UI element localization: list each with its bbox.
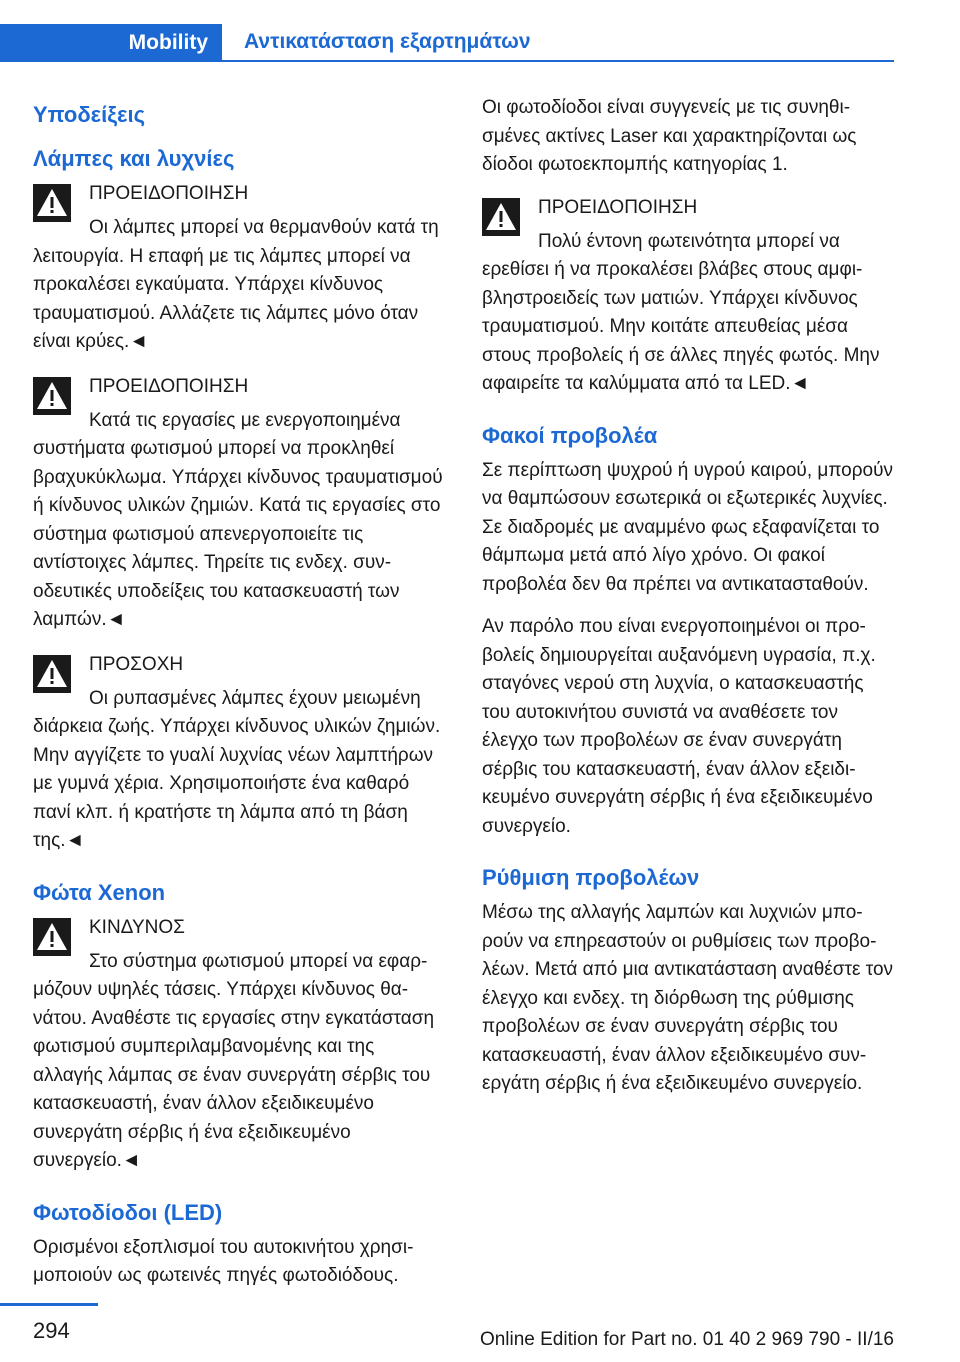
- warning-title: ΠΡΟΕΙΔΟΠΟΙΗΣΗ: [89, 183, 249, 204]
- warning-triangle-icon: [33, 184, 71, 222]
- edition-note: Online Edition for Part no. 01 40 2 969 790 - II/16: [479, 1329, 894, 1350]
- warning-text: Οι λάμπες μπορεί να θερμανθούν κατά τη λειτουργία. Η επαφή με τις λάμπες μπορεί να προκαλέσει εγκαύματα. Υπάρχει κίνδυνος τραυματισμού. Αλλάζετε τις λάμπες μόνο όταν είναι κρύες.◄: [33, 217, 439, 352]
- tab-section-title[interactable]: [222, 24, 894, 62]
- warning-text: Κατά τις εργασίες με ενεργοποιημένα συστήματα φωτισμού μπορεί να προκληθεί βραχυκύκλωμα. Υπάρχει κίνδυνος τραυματισμού ή κίνδυνος υλικών ζημιών. Κατά τις εργασίες στο σύστημα φωτισμού απενεργοποιείτε τις αντίστοιχες λάμπες. Τηρείτε τις ενδεχ. συνοδευτικές υποδείξεις του κατασκευαστή των λαμπών.◄: [33, 409, 443, 630]
- page-header: [0, 0, 960, 62]
- tab-mobility-label: Mobility: [128, 31, 208, 54]
- warning-block: [482, 194, 894, 399]
- paragraph-moisture: Αν παρόλο που είναι ενεργοποιημένοι οι προβολείς δημιουργείται αυξανόμενη υγρασία, π.χ. σταγόνες νερού στη λυχνία, ο κατασκευαστής του αυτοκινήτου συνιστά να αναθέσετε τον έλεγχο των προβολέων σε έναν συνεργάτη σέρβις του κατασκευαστή, έναν άλλον εξειδικευμένο συνεργάτη σέρβις ή ένα εξειδικευμένο συνεργείο.: [482, 616, 876, 837]
- heading-hints: Υποδείξεις: [33, 102, 146, 127]
- heading-led: Φωτοδίοδοι (LED): [33, 1199, 223, 1225]
- tab-mobility[interactable]: [0, 24, 222, 62]
- caution-text: Οι ρυπασμένες λάμπες έχουν μειωμένη διάρκεια ζωής. Υπάρχει κίνδυνος υλικών ζημιών. Μην αγγίζετε το γυαλί λυχνίας νέων λαμπτήρων με γυμνά χέρια. Χρησιμοποιήστε ένα καθαρό πανί κλπ. ή κρατήστε τη λάμπα από τη βάση της.◄: [33, 687, 441, 851]
- warning-block: [33, 180, 443, 357]
- page-number: 294: [33, 1318, 70, 1343]
- heading-xenon: Φώτα Xenon: [33, 879, 166, 905]
- warning-title: ΠΡΟΕΙΔΟΠΟΙΗΣΗ: [538, 196, 698, 218]
- warning-triangle-icon: [33, 918, 71, 956]
- paragraph-led: Ορισμένοι εξοπλισμοί του αυτοκινήτου χρησιμοποιούν ως φωτεινές πηγές φωτοδιόδους.: [33, 1236, 414, 1286]
- footer-accent-line: [0, 1303, 98, 1306]
- warning-triangle-icon: [33, 655, 71, 693]
- warning-text: Πολύ έντονη φωτεινότητα μπορεί να ερεθίσει ή να προκαλέσει βλάβες στους αμφιβληστροειδείς των ματιών. Υπάρχει κίνδυνος τραυματισμού. Μην κοιτάτε απευθείας μέσα στους προβολείς ή σε άλλες πηγές φωτός. Μην αφαιρείτε τα καλύμματα από τα LED.◄: [482, 230, 880, 394]
- heading-headlight-lenses: Φακοί προβολέα: [482, 422, 658, 448]
- paragraph-adjustment: Μέσω της αλλαγής λαμπών και λυχνιών μπορούν να επηρεαστούν οι ρυθμίσεις των προβολέων. Μετά από μια αντικατάσταση αναθέστε τον έλεγχο και ενδεχ. τη διόρθωση της ρύθμισης προβολέων σε έναν συνεργάτη σέρβις του κατασκευαστή, έναν άλλον εξειδικευμένο συνεργάτη σέρβις ή ένα εξειδικευμένο συνεργείο.: [482, 902, 894, 1094]
- heading-headlight-adjustment: Ρύθμιση προβολέων: [482, 865, 700, 890]
- warning-triangle-icon: [482, 198, 520, 236]
- paragraph-condensation: Σε περίπτωση ψυχρού ή υγρού καιρού, μπορούν να θαμπώσουν εσωτερικά οι εξωτερικές λυχνίες. Σε διαδρομές με αναμμένο φως εξαφανίζεται το θάμπωμα μετά από λίγο χρόνο. Οι φακοί προβολέα δεν θα πρέπει να αντικατασταθούν.: [482, 459, 894, 595]
- warning-title: ΠΡΟΕΙΔΟΠΟΙΗΣΗ: [89, 375, 249, 397]
- caution-block: [33, 651, 443, 856]
- heading-lamps: Λάμπες και λυχνίες: [33, 146, 235, 171]
- paragraph-led-intro: Οι φωτοδίοδοι είναι συγγενείς με τις συνηθισμένες ακτίνες Laser και χαρακτηρίζονται ως δίοδοι φωτοεκπομπής κατηγορίας 1.: [482, 97, 857, 175]
- warning-triangle-icon: [33, 377, 71, 415]
- right-column: [482, 94, 894, 1113]
- danger-title: ΚΙΝΔΥΝΟΣ: [89, 916, 185, 938]
- danger-block: [33, 914, 443, 1176]
- warning-block: [33, 373, 443, 635]
- left-column: [33, 94, 443, 1305]
- tab-section-label: Αντικατάσταση εξαρτημάτων: [244, 30, 531, 53]
- danger-text: Στο σύστημα φωτισμού μπορεί να εφαρμόζουν υψηλές τάσεις. Υπάρχει κίνδυνος θανάτου. Αναθέστε τις εργασίες στην εγκατάσταση φωτισμού συμπεριλαμβανομένης και της αλλαγής λάμπας σε έναν συνεργάτη σέρβις του κατασκευαστή, έναν άλλον εξειδικευμένο συνεργάτη σέρβις ή ένα εξειδικευμένο συνεργείο.◄: [33, 950, 435, 1171]
- caution-title: ΠΡΟΣΟΧΗ: [89, 653, 184, 675]
